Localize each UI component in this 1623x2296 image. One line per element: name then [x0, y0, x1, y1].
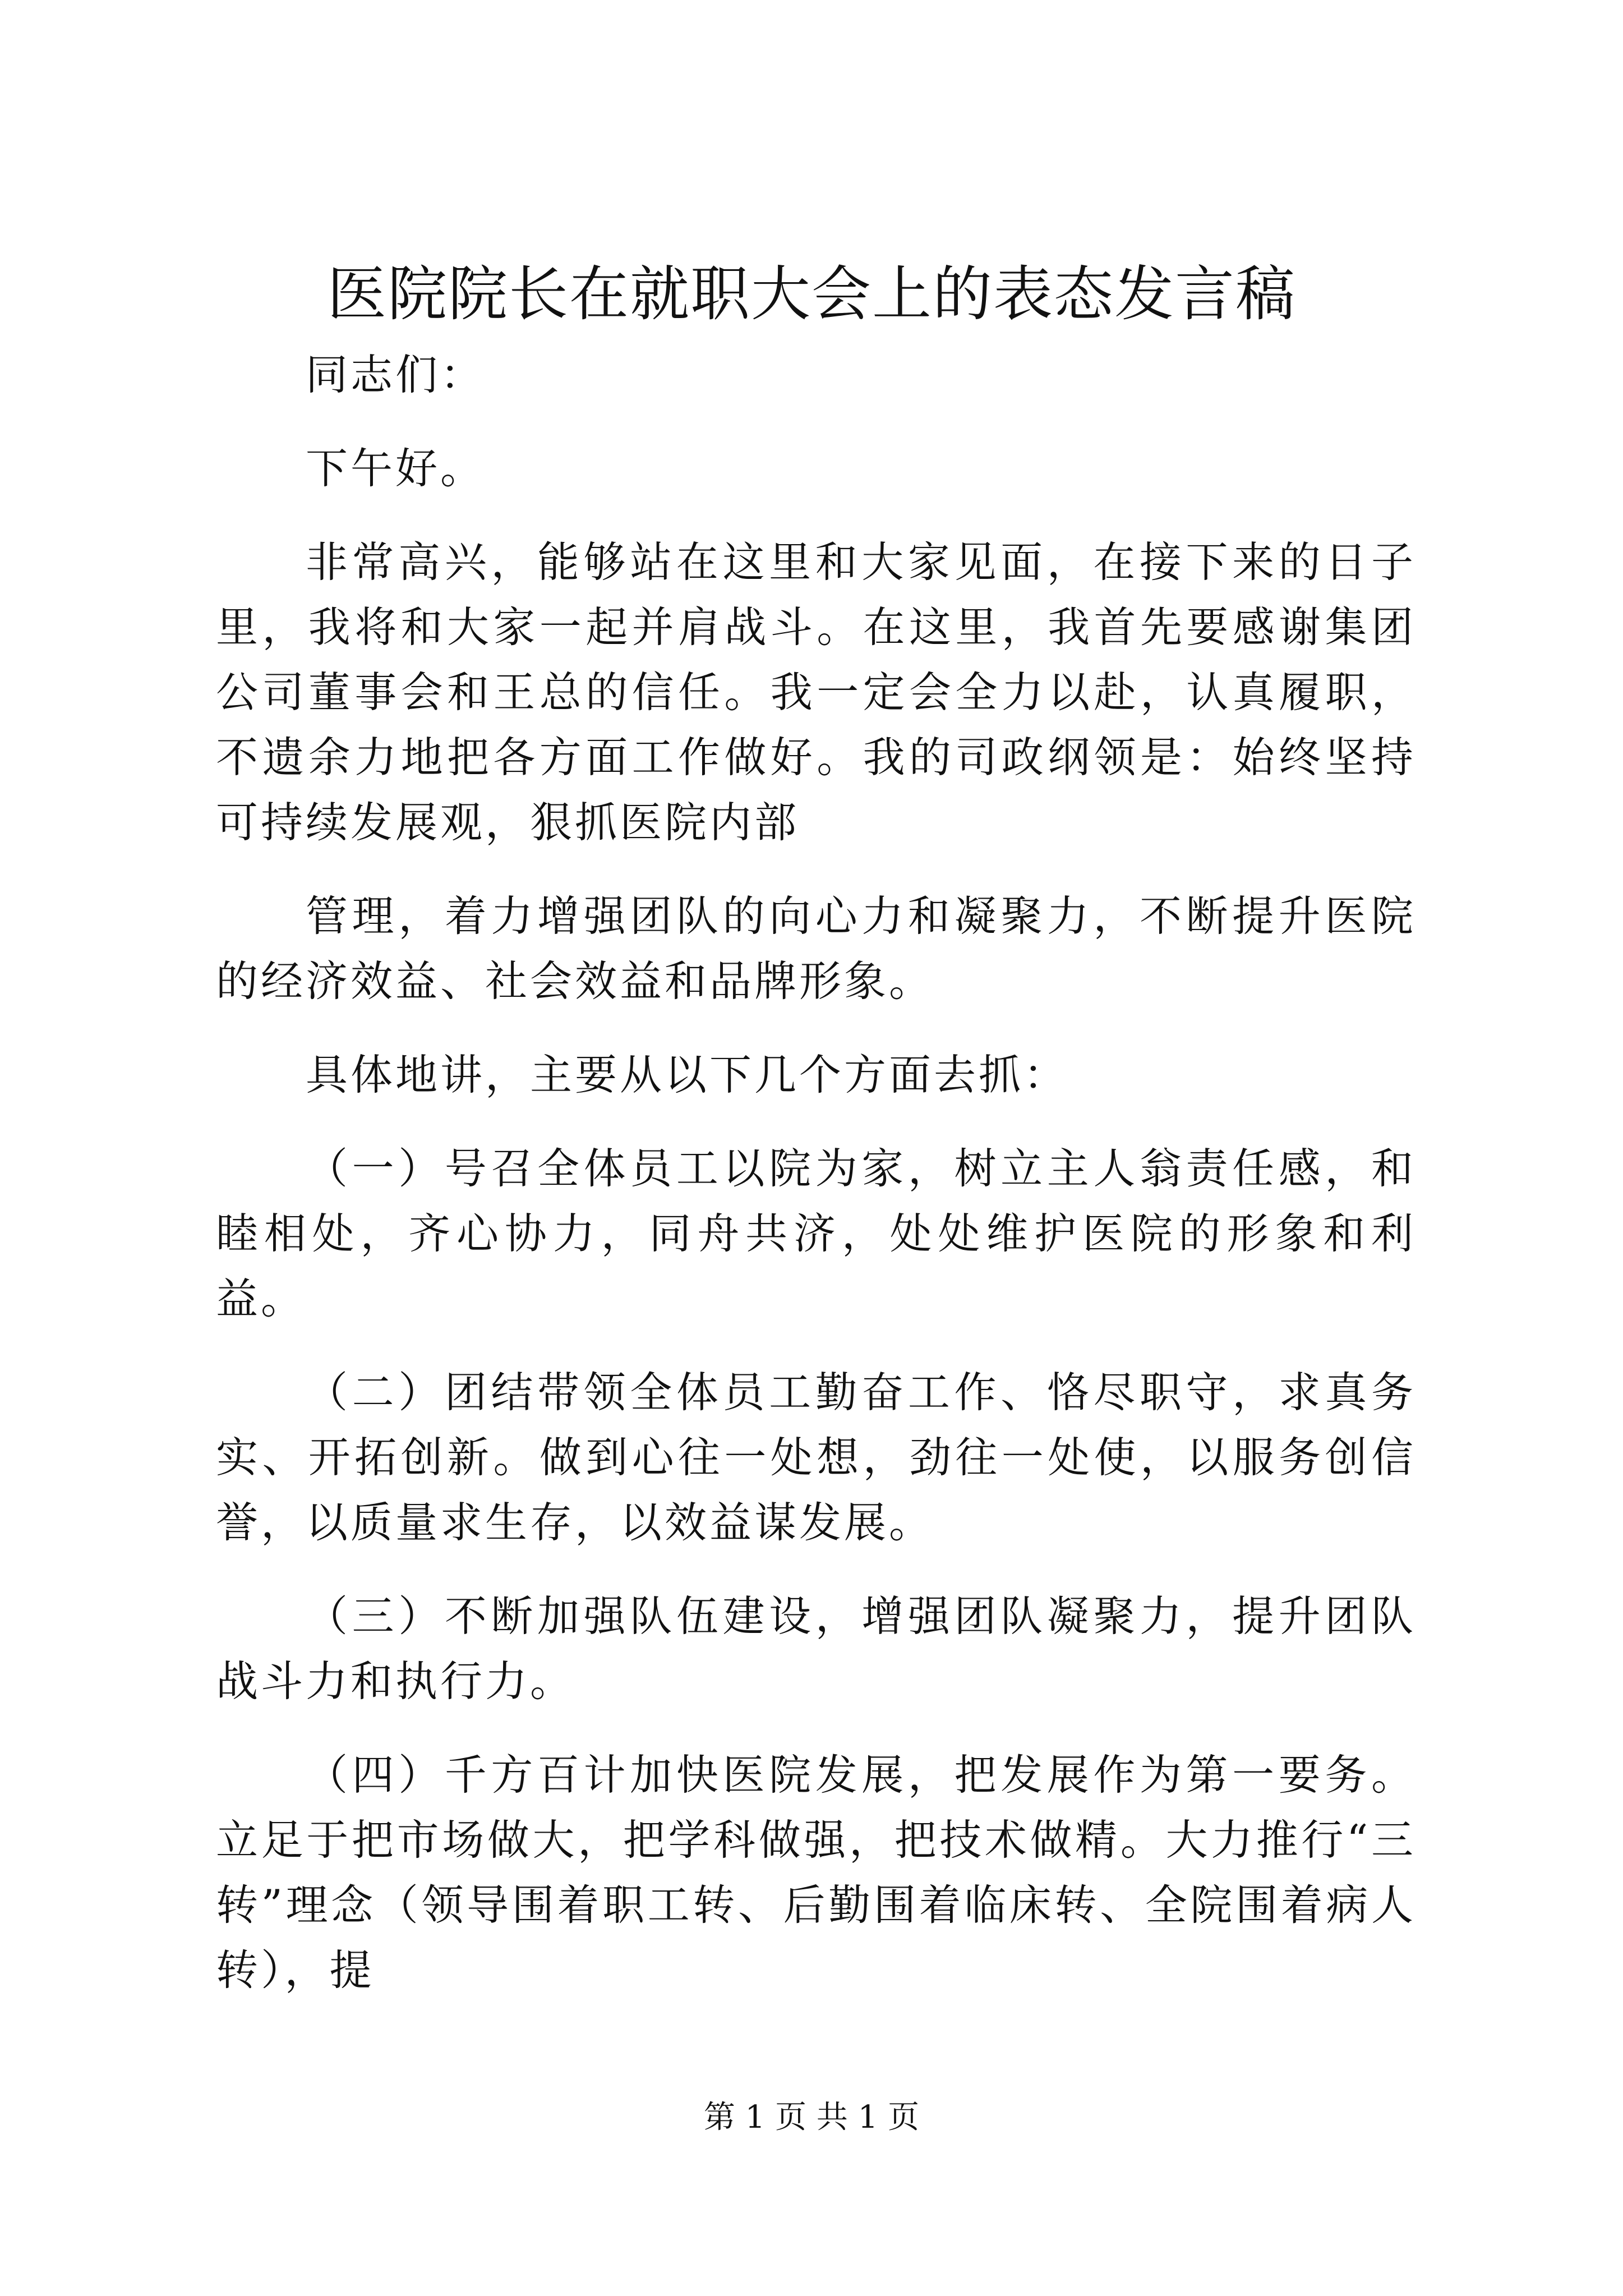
greeting: 下午好。 [306, 444, 486, 493]
document-body [216, 342, 1416, 2031]
list-item: （一）号召全体员工以院为家，树立主人翁责任感，和睦相处，齐心协力，同舟共济，处处维护医院的形象和利益。 [216, 1144, 1416, 1323]
list-item: （二）团结带领全体员工勤奋工作、恪尽职守，求真务实、开拓创新。做到心往一处想，劲往一处使，以服务创信誉，以质量求生存，以效益谋发展。 [216, 1368, 1416, 1547]
list-item: （四）千方百计加快医院发展，把发展作为第一要务。立足于把市场做大，把学科做强，把技术做精。大力推行“三转”理念（领导围着职工转、后勤围着临床转、全院围着病人转），提 [216, 1750, 1416, 1995]
list-item: （三）不断加强队伍建设，增强团队凝聚力，提升团队战斗力和执行力。 [216, 1591, 1416, 1706]
paragraph: 管理，着力增强团队的向心力和凝聚力，不断提升医院的经济效益、社会效益和品牌形象。 [216, 891, 1416, 1006]
paragraph: 具体地讲，主要从以下几个方面去抓： [306, 1050, 1069, 1099]
salutation: 同志们： [306, 350, 486, 399]
paragraph: 非常高兴，能够站在这里和大家见面，在接下来的日子里，我将和大家一起并肩战斗。在这里，我首先要感谢集团公司董事会和王总的信任。我一定会全力以赴，认真履职，不遗余力地把各方面工作做好。我的司政纲领是：始终坚持可持续发展观，狠抓医院内部 [216, 537, 1416, 847]
page-footer: 第 1 页 共 1 页 [703, 2099, 920, 2136]
document-title: 医院院长在就职大会上的表态发言稿 [327, 260, 1296, 329]
